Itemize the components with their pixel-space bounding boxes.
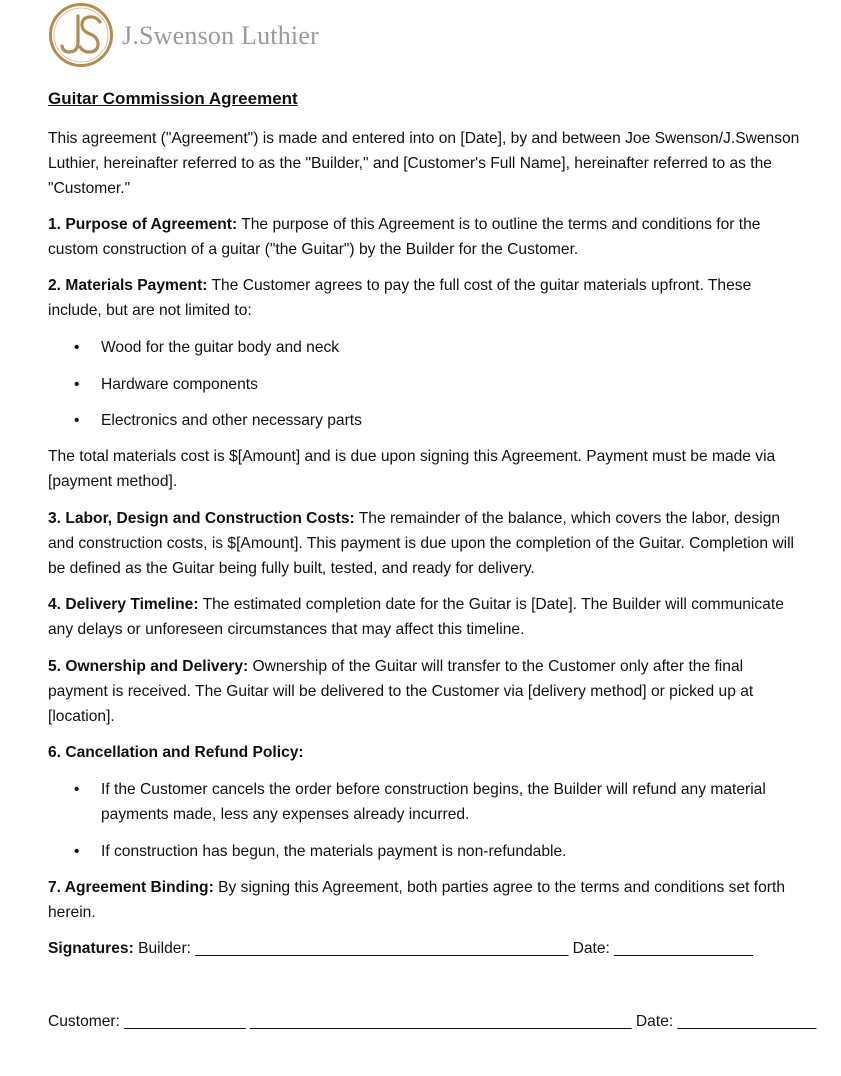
section-heading: 5. Ownership and Delivery: xyxy=(48,658,249,675)
section-cancellation xyxy=(48,740,800,765)
list-item-text: If construction has begun, the materials payment is non-refundable. xyxy=(101,843,567,860)
document-title: Guitar Commission Agreement xyxy=(48,89,298,108)
section-heading: 4. Delivery Timeline: xyxy=(48,596,199,613)
section-text: The estimated completion date for the Guitar is [Date]. The Builder will communicate any delays or unforeseen circumstances that may affect this timeline. xyxy=(48,596,784,638)
bullet-icon: • xyxy=(74,843,80,860)
list-item-text: Hardware components xyxy=(101,376,258,393)
section-text: The Customer agrees to pay the full cost of the guitar materials upfront. These include, but are not limited to: xyxy=(48,277,752,319)
section-heading: 6. Cancellation and Refund Policy: xyxy=(48,744,304,761)
section-heading: 7. Agreement Binding: xyxy=(48,879,214,896)
section-heading: 2. Materials Payment: xyxy=(48,277,208,294)
section-labor xyxy=(48,506,800,581)
section-materials xyxy=(48,273,800,323)
bullet-icon: • xyxy=(74,376,80,393)
bullet-icon: • xyxy=(74,339,80,356)
section-text: The purpose of this Agreement is to outline the terms and conditions for the custom construction of a guitar ("the Guitar") by the Builder for the Customer. xyxy=(48,216,761,258)
js-monogram-logo-icon xyxy=(48,2,114,68)
section-ownership xyxy=(48,654,800,729)
builder-signature-line[interactable] xyxy=(48,936,753,961)
section-heading: 3. Labor, Design and Construction Costs: xyxy=(48,510,355,527)
bullet-icon: • xyxy=(74,412,80,429)
list-item-text: Electronics and other necessary parts xyxy=(101,412,362,429)
list-item-text: Wood for the guitar body and neck xyxy=(101,339,340,356)
materials-total-paragraph: The total materials cost is $[Amount] and is due upon signing this Agreement. Payment must be made via [payment method]. xyxy=(48,448,776,490)
bullet-icon: • xyxy=(74,781,80,798)
company-logo xyxy=(48,2,348,68)
section-timeline xyxy=(48,592,800,642)
list-item-text: If the Customer cancels the order before construction begins, the Builder will refund any material payments made, less any expenses already incurred. xyxy=(101,781,766,823)
signatures-heading: Signatures: xyxy=(48,940,134,957)
section-purpose xyxy=(48,212,800,262)
section-binding xyxy=(48,875,800,925)
section-heading: 1. Purpose of Agreement: xyxy=(48,216,238,233)
section-text: The remainder of the balance, which covers the labor, design and construction costs, is $[Amount]. This payment is due upon the completion of the Guitar. Completion will be defined as the Guitar being fully built, tested, and ready for delivery. xyxy=(48,510,795,577)
intro-paragraph: This agreement ("Agreement") is made and entered into on [Date], by and between Joe Swenson/J.Swenson Luthier, hereinafter referred to as the "Builder," and [Customer's Full Name], hereinafter referred to as the "Customer." xyxy=(48,130,800,197)
section-text: By signing this Agreement, both parties agree to the terms and conditions set forth herein. xyxy=(48,879,786,921)
builder-signature-field[interactable]: Builder: ___________________________________________ Date: ________________ xyxy=(133,940,753,957)
customer-signature-line[interactable]: Customer: ______________ ____________________________________________ Date: ________________ xyxy=(48,1013,817,1030)
logo-wordmark: J.Swenson Luthier xyxy=(122,21,319,50)
section-text: Ownership of the Guitar will transfer to the Customer only after the final payment is received. The Guitar will be delivered to the Customer via [delivery method] or picked up at [location]. xyxy=(48,658,754,725)
